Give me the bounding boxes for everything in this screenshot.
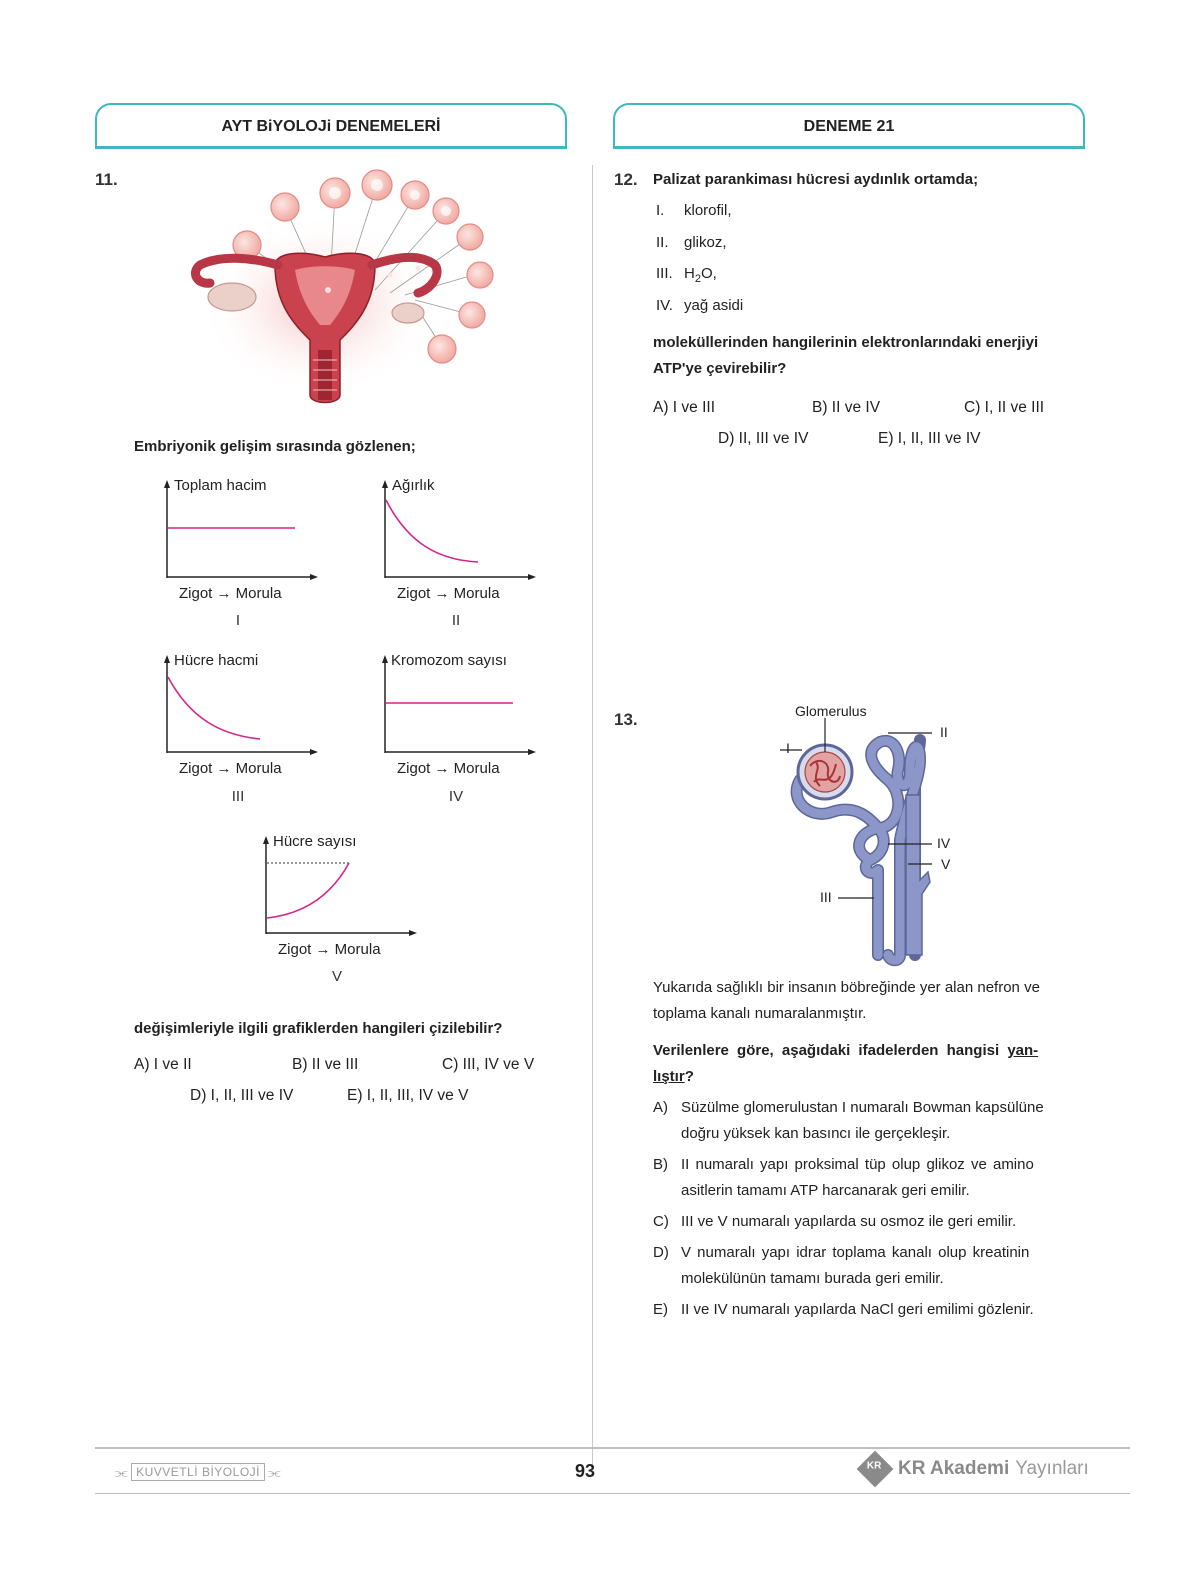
footer-bottom-line bbox=[95, 1493, 1130, 1494]
nephron-label-III: III bbox=[820, 889, 832, 905]
q13-option-d-letter: D) bbox=[653, 1244, 669, 1261]
q13-option-b[interactable] bbox=[653, 1152, 1090, 1204]
q13-option-d[interactable] bbox=[653, 1240, 1090, 1292]
q12-item-3-text-pre: H bbox=[684, 265, 695, 282]
q12-item-4 bbox=[656, 293, 743, 319]
q13-option-c-line1: III ve V numaralı yapılarda su osmoz ile geri emilir. bbox=[681, 1213, 1017, 1230]
q12-item-1-num: I. bbox=[656, 202, 665, 219]
nephron-label-II: II bbox=[940, 724, 948, 740]
q13-option-b-line2: asitlerin tamamı ATP harcanarak geri emilir. bbox=[681, 1182, 970, 1199]
q12-item-3-subscript: 2 bbox=[694, 273, 701, 285]
left-header-underline bbox=[95, 146, 567, 149]
q13-question-line2 bbox=[653, 1064, 694, 1090]
q11-option-e[interactable]: E) I, II, III, IV ve V bbox=[347, 1087, 469, 1104]
left-header-title: AYT BiYOLOJi DENEMELERİ bbox=[221, 118, 441, 135]
graph-IV bbox=[378, 653, 553, 763]
q13-option-a-letter: A) bbox=[653, 1099, 668, 1116]
q11-intro: Embriyonik gelişim sırasında gözlenen; bbox=[134, 438, 416, 455]
q13-option-b-line1: II numaralı yapı proksimal tüp olup glikoz ve amino bbox=[681, 1156, 1034, 1173]
q13-description-line1: Yukarıda sağlıklı bir insanın böbreğinde yer alan nefron ve bbox=[653, 979, 1040, 996]
q13-option-d-line1: V numaralı yapı idrar toplama kanalı olup kreatinin bbox=[681, 1244, 1030, 1261]
q13-option-c[interactable] bbox=[653, 1209, 1090, 1235]
right-header-box bbox=[613, 103, 1085, 147]
kr-badge-icon bbox=[857, 1451, 894, 1488]
q13-question-pre: Verilenlere göre, aşağıdaki ifadelerden hangisi bbox=[653, 1042, 1008, 1059]
graph-IV-roman: IV bbox=[448, 788, 464, 805]
graph-II-curve bbox=[386, 500, 478, 562]
q13-option-a[interactable] bbox=[653, 1095, 1090, 1147]
q13-option-a-line2: doğru yüksek kan basıncı ile gerçekleşir. bbox=[681, 1125, 951, 1142]
q13-question-post: ? bbox=[684, 1068, 694, 1085]
q13-option-e-line1: II ve IV numaralı yapılarda NaCl geri emilimi gözlenir. bbox=[681, 1301, 1034, 1318]
q13-question-underlined-1: yan- bbox=[1007, 1042, 1039, 1059]
graph-V bbox=[259, 834, 434, 944]
publisher-logo bbox=[862, 1456, 1089, 1482]
q13-number: 13. bbox=[614, 710, 638, 729]
column-divider bbox=[592, 165, 593, 1465]
q12-item-4-num: IV. bbox=[656, 297, 673, 314]
graph-III-xlabel: Zigot → Morula bbox=[179, 760, 282, 777]
q12-option-d[interactable]: D) II, III ve IV bbox=[718, 430, 809, 447]
q13-option-c-letter: C) bbox=[653, 1213, 669, 1230]
q12-question-line1: moleküllerinden hangilerinin elektronlarındaki enerjiyi bbox=[653, 334, 1039, 351]
graph-V-roman: V bbox=[331, 968, 342, 985]
q11-option-a[interactable]: A) I ve II bbox=[134, 1056, 192, 1073]
graph-III-roman: III bbox=[231, 788, 245, 805]
nephron-label-IV: IV bbox=[937, 835, 951, 851]
right-header-title: DENEME 21 bbox=[803, 118, 895, 135]
nephron-label-I: I bbox=[786, 740, 790, 756]
q11-option-c[interactable]: C) III, IV ve V bbox=[442, 1056, 535, 1073]
publisher-name: KR Akademi bbox=[898, 1458, 1010, 1479]
q13-option-b-letter: B) bbox=[653, 1156, 668, 1173]
q13-option-a-line1: Süzülme glomerulustan I numaralı Bowman kapsülüne bbox=[681, 1099, 1044, 1116]
collecting-duct bbox=[906, 795, 930, 955]
dna-right-icon: ⫘ bbox=[267, 1463, 282, 1480]
q13-question-line1 bbox=[653, 1038, 1090, 1064]
q12-item-3-num: III. bbox=[656, 265, 673, 282]
graph-III-ylabel: Hücre hacmi bbox=[174, 652, 259, 669]
graph-V-xlabel: Zigot → Morula bbox=[278, 941, 381, 958]
graph-III-curve bbox=[168, 677, 260, 739]
q12-item-2 bbox=[656, 230, 727, 256]
q13-option-e[interactable] bbox=[653, 1297, 1090, 1323]
footer-top-line bbox=[95, 1447, 1130, 1449]
graph-V-ylabel: Hücre sayısı bbox=[273, 833, 357, 850]
kuvvetli-biyoloji-logo bbox=[115, 1462, 281, 1482]
nephron-label-V: V bbox=[941, 856, 951, 872]
q12-item-2-text: glikoz, bbox=[684, 234, 727, 251]
graph-I bbox=[160, 478, 335, 588]
q12-item-2-num: II. bbox=[656, 234, 669, 251]
glomerulus-knot bbox=[805, 752, 845, 792]
uterus-embryo-illustration bbox=[180, 165, 530, 420]
graph-I-roman: I bbox=[235, 612, 241, 629]
q12-option-e[interactable]: E) I, II, III ve IV bbox=[878, 430, 981, 447]
graph-II bbox=[378, 478, 553, 588]
q11-number: 11. bbox=[95, 170, 118, 189]
q12-item-4-text: yağ asidi bbox=[684, 297, 744, 314]
graph-IV-xlabel: Zigot → Morula bbox=[397, 760, 500, 777]
q12-question-line2: ATP'ye çevirebilir? bbox=[653, 360, 787, 377]
right-header-underline bbox=[613, 146, 1085, 149]
q12-stem: Palizat parankiması hücresi aydınlık ortamda; bbox=[653, 171, 979, 188]
q12-option-c[interactable]: C) I, II ve III bbox=[964, 399, 1045, 416]
graph-II-ylabel: Ağırlık bbox=[392, 477, 435, 494]
publisher-suffix: Yayınları bbox=[1015, 1458, 1089, 1479]
q12-item-1 bbox=[656, 198, 732, 224]
left-header-box bbox=[95, 103, 567, 147]
q12-item-3-text-post: O, bbox=[700, 265, 717, 282]
q13-option-e-letter: E) bbox=[653, 1301, 668, 1318]
q12-option-a[interactable]: A) I ve III bbox=[653, 399, 716, 416]
graph-V-curve bbox=[267, 863, 349, 918]
kr-badge-text: KR bbox=[866, 1460, 882, 1472]
q11-option-d[interactable]: D) I, II, III ve IV bbox=[190, 1087, 294, 1104]
logo-text: KUVVETLİ BİYOLOJİ bbox=[131, 1463, 265, 1481]
q12-number: 12. bbox=[614, 170, 638, 189]
q11-option-b[interactable]: B) II ve III bbox=[292, 1056, 359, 1073]
q12-item-3 bbox=[656, 261, 717, 292]
glomerulus-label: Glomerulus bbox=[795, 703, 867, 719]
graph-II-roman: II bbox=[451, 612, 461, 629]
q11-question: değişimleriyle ilgili grafiklerden hangileri çizilebilir? bbox=[134, 1020, 503, 1037]
q13-option-d-line2: molekülünün tamamı burada geri emilir. bbox=[681, 1270, 944, 1287]
graph-IV-ylabel: Kromozom sayısı bbox=[391, 652, 507, 669]
q12-item-1-text: klorofil, bbox=[684, 202, 732, 219]
q13-description-line2: toplama kanalı numaralanmıştır. bbox=[653, 1005, 867, 1022]
page-number: 93 bbox=[575, 1461, 596, 1481]
q13-question-underlined-2: lıştır bbox=[653, 1068, 685, 1085]
dna-left-icon: ⫘ bbox=[115, 1463, 129, 1480]
q12-option-b[interactable]: B) II ve IV bbox=[812, 399, 881, 416]
graph-III bbox=[160, 653, 335, 763]
graph-II-xlabel: Zigot → Morula bbox=[397, 585, 500, 602]
graph-I-xlabel: Zigot → Morula bbox=[179, 585, 282, 602]
graph-I-ylabel: Toplam hacim bbox=[174, 477, 267, 494]
